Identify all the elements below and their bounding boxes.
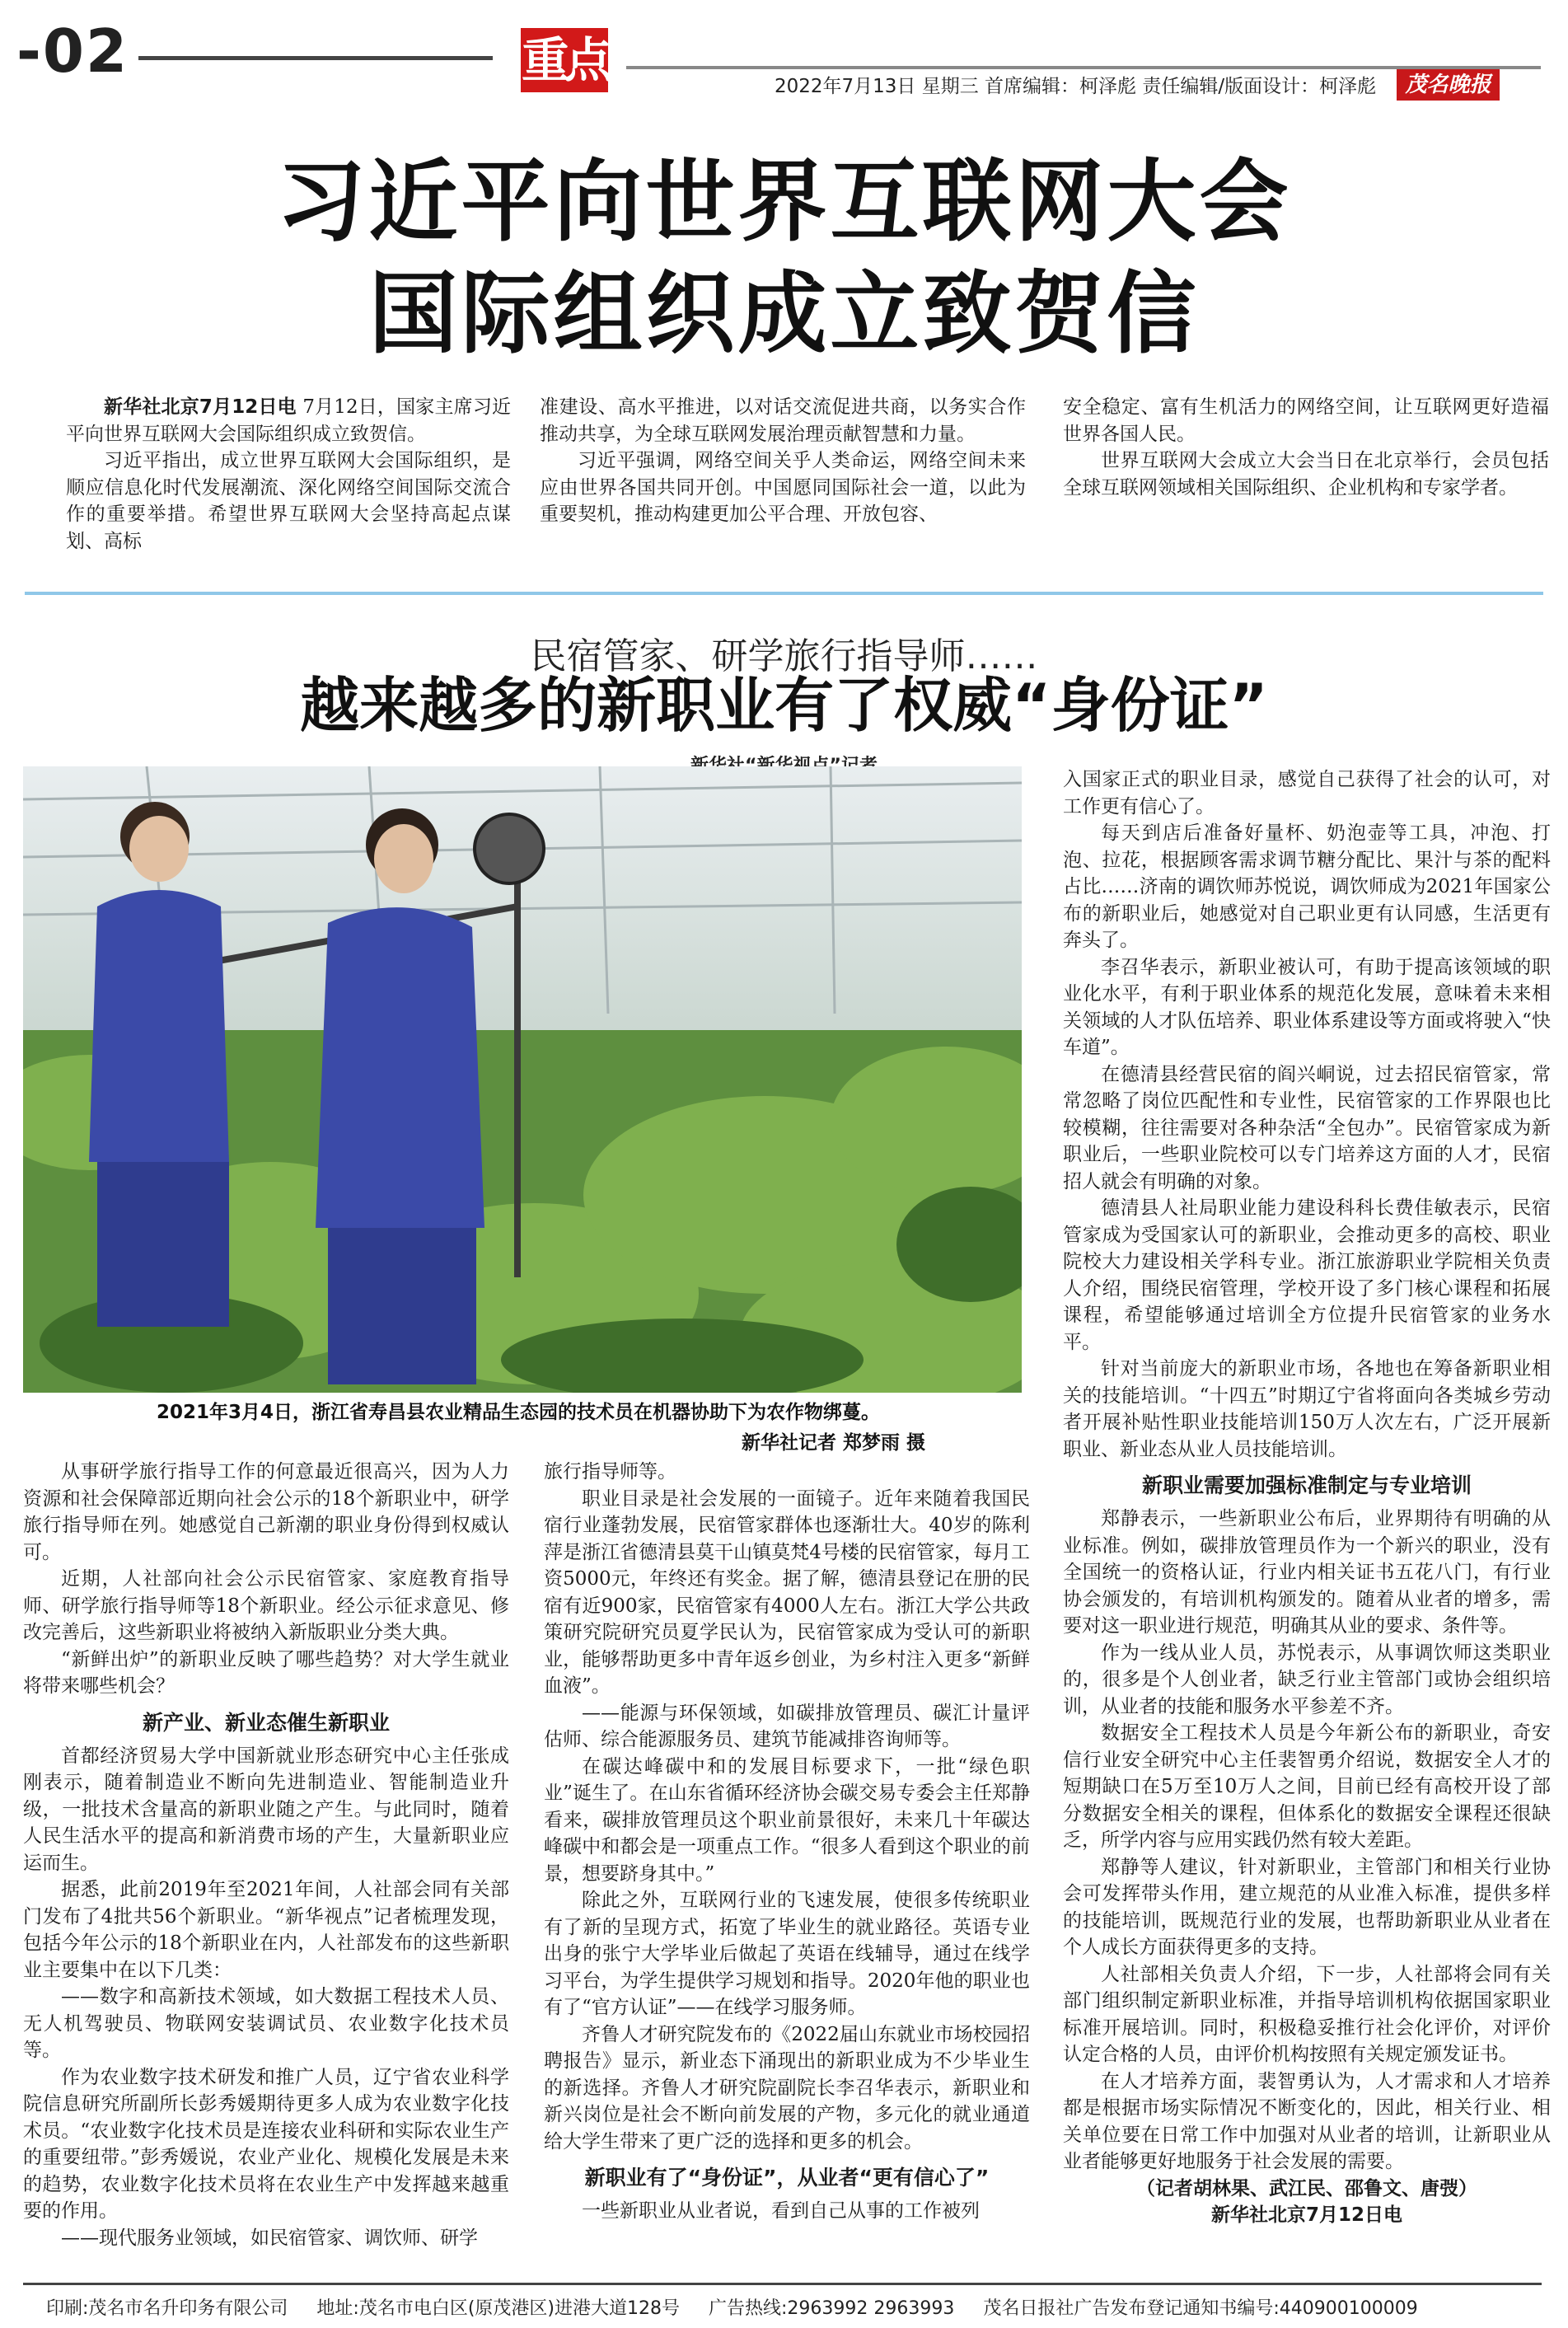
lead-paragraph: 安全稳定、富有生机活力的网络空间，让互联网更好造福世界各国人民。 [1063, 396, 1549, 445]
story-paragraph: 作为农业数字技术研发和推广人员，辽宁省农业科学院信息研究所副所长彭秀媛期待更多人成为农业数字化技术员。“农业数字化技术员是连接农业科研和实际农业生产的重要纽带。”彭秀媛说，农业产业化、规模化发展是未来的趋势，农业数字化技术员将在农业生产中发挥越来越重要的作用。 [23, 2066, 509, 2222]
subhead: 新职业需要加强标准制定与专业培训 [1141, 1473, 1472, 1497]
lead-paragraph: 准建设、高水平推进，以对话交流促进共商，以务实合作推动共享，为全球互联网发展治理贡献智慧和力量。 [540, 396, 1026, 445]
story-paragraph: 针对当前庞大的新职业市场，各地也在筹备新职业相关的技能培训。“十四五”时期辽宁省将面向各类城乡劳动者开展补贴性职业技能培训150万人次左右，广泛开展新职业、新业态从业人员技能培训。 [1063, 1358, 1551, 1460]
story-paragraph: 郑静表示，一些新职业公布后，业界期待有明确的从业标准。例如，碳排放管理员作为一个新兴的职业，没有全国统一的资格认证，行业内相关证书五花八门，有行业协会颁发的，有培训机构颁发的。随着从业者的增多，需要对这一职业进行规范，明确其从业的要求、条件等。 [1063, 1508, 1551, 1637]
story-paragraph: 郑静等人建议，针对新职业，主管部门和相关行业协会可发挥带头作用，建立规范的从业准入标准，提供多样的技能培训，既规范行业的发展，也帮助新职业从业者在个人成长方面获得更多的支持。 [1063, 1856, 1551, 1958]
section-tag: 重点 [521, 28, 608, 92]
paper-logo: 茂名晚报 [1397, 69, 1500, 101]
subhead: 新职业有了“身份证”，从业者“更有信心了” [584, 2166, 990, 2190]
story-paragraph: 一些新职业从业者说，看到自己从事的工作被列 [582, 2200, 980, 2222]
story-paragraph: 李召华表示，新职业被认可，有助于提高该领域的职业化水平，有利于职业体系的规范化发展，意味着未来相关领域的人才队伍培养、职业体系建设等方面或将驶入“快车道”。 [1063, 956, 1551, 1058]
lead-paragraph: 习近平指出，成立世界互联网大会国际组织，是顺应信息化时代发展潮流、深化网络空间国际交流合作的重要举措。希望世界互联网大会坚持高起点谋划、高标 [66, 450, 511, 552]
footer-address: 地址:茂名市电白区(原茂港区)进港大道128号 [316, 2298, 680, 2319]
footer-printer: 印刷:茂名市名升印务有限公司 [46, 2298, 288, 2319]
lead-dateline: 新华社北京7月12日电 [104, 396, 297, 418]
story-paragraph: 从事研学旅行指导工作的何意最近很高兴，因为人力资源和社会保障部近期向社会公示的18个新职业中，研学旅行指导师在列。她感觉自己新潮的职业身份得到权威认可。 [23, 1461, 509, 1563]
lead-headline-line2: 国际组织成立致贺信 [368, 263, 1200, 366]
fan-icon [475, 814, 544, 883]
story-paragraph: 职业目录是社会发展的一面镜子。近年来随着我国民宿行业蓬勃发展，民宿管家群体也逐渐壮大。40岁的陈利萍是浙江省德清县莫干山镇莫梵4号楼的民宿管家，每月工资5000元，年终还有奖金。据了解，德清县登记在册的民宿有近900家，民宿管家有4000人左右。浙江大学公共政策研究院研究员夏学民认为，民宿管家成为受认可的新职业，能够帮助更多中青年返乡创业，为乡村注入更多“新鲜血液”。 [544, 1487, 1030, 1697]
lead-paragraph: 新华社北京7月12日电 7月12日，国家主席习近平向世界互联网大会国际组织成立致贺信。 [66, 396, 512, 445]
story-headline: 越来越多的新职业有了权威“身份证” [300, 671, 1268, 740]
story-kicker: 民宿管家、研学旅行指导师…… [530, 635, 1038, 677]
story-paragraph: 除此之外，互联网行业的飞速发展，使很多传统职业有了新的呈现方式，拓宽了毕业生的就业路径。英语专业出身的张宁大学毕业后做起了英语在线辅导，通过在线学习平台，为学生提供学习规划和指导。2020年他的职业也有了“官方认证”——在线学习服务师。 [544, 1890, 1030, 2018]
story-paragraph: 每天到店后准备好量杯、奶泡壶等工具，冲泡、打泡、拉花，根据顾客需求调节糖分配比、果汁与茶的配料占比……济南的调饮师苏悦说，调饮师成为2021年国家公布的新职业后，她感觉对自己职业更有认同感，生活更有奔头了。 [1063, 822, 1551, 951]
story-paragraph: ——数字和高新技术领域，如大数据工程技术人员、无人机驾驶员、物联网安装调试员、农业数字化技术员等。 [23, 1986, 509, 2061]
story-paragraph: 数据安全工程技术人员是今年新公布的新职业，奇安信行业安全研究中心主任裴智勇介绍说，数据安全人才的短期缺口在5万至10万人之间，目前已经有高校开设了部分数据安全相关的课程，但体系化的数据安全课程还很缺乏，所学内容与应用实践仍然有较大差距。 [1063, 1722, 1551, 1851]
story-paragraph: 人社部相关负责人介绍，下一步，人社部将会同有关部门组织制定新职业标准，并指导培训机构依据国家职业标准开展培训。同时，积极稳妥推行社会化评价，对评价认定合格的人员，由评价机构按照有关规定颁发证书。 [1063, 1963, 1551, 2065]
story-paragraph: “新鲜出炉”的新职业反映了哪些趋势？对大学生就业将带来哪些机会？ [23, 1648, 509, 1697]
greenhouse-photo [23, 766, 1022, 1393]
story-paragraph: 德清县人社局职业能力建设科科长费佳敏表示，民宿管家成为受国家认可的新职业，会推动更多的高校、职业院校大力建设相关学科专业。浙江旅游职业学院相关负责人介绍，围绕民宿管理，学校开设了多门核心课程和拓展课程，希望能够通过培训全方位提升民宿管家的业务水平。 [1063, 1197, 1551, 1353]
header-rule [138, 56, 493, 60]
header-meta: 2022年7月13日 星期三 首席编辑：柯泽彪 责任编辑/版面设计：柯泽彪 [775, 76, 1377, 97]
photo-illustration [23, 766, 1022, 1393]
lead-column-2 [540, 394, 1026, 528]
story-paragraph: 入国家正式的职业目录，感觉自己获得了社会的认可，对工作更有信心了。 [1063, 769, 1551, 817]
photo-credit: 新华社记者 郑梦雨 摄 [742, 1432, 926, 1454]
lead-headline [0, 147, 1568, 371]
story-paragraph: 旅行指导师等。 [544, 1461, 676, 1483]
story-paragraph: ——现代服务业领域，如民宿管家、调饮师、研学 [61, 2227, 478, 2249]
photo-caption: 2021年3月4日，浙江省寿昌县农业精品生态园的技术员在机器协助下为农作物绑蔓。 [157, 1402, 881, 1423]
footer-license: 茂名日报社广告发布登记通知书编号:440900100009 [983, 2298, 1418, 2319]
footer [46, 2294, 1441, 2320]
story-column-3 [1063, 766, 1551, 2228]
lead-headline-line1: 习近平向世界互联网大会 [276, 151, 1292, 254]
story-paragraph: ——能源与环保领域，如碳排放管理员、碳汇计量评估师、综合能源服务员、建筑节能减排咨询师等。 [544, 1702, 1030, 1750]
section-divider [25, 592, 1543, 595]
footer-hotline: 广告热线:2963992 2963993 [709, 2298, 955, 2319]
story-paragraph: 齐鲁人才研究院发布的《2022届山东就业市场校园招聘报告》显示，新业态下涌现出的新职业成为不少毕业生的新选择。齐鲁人才研究院副院长李召华表示，新职业和新兴岗位是社会不断向前发展的产物，多元化的就业通道给大学生带来了更广泛的选择和更多的机会。 [544, 2023, 1030, 2152]
story-paragraph: 在碳达峰碳中和的发展目标要求下，一批“绿色职业”诞生了。在山东省循环经济协会碳交易专委会主任郑静看来，碳排放管理员这个职业前景很好，未来几十年碳达峰碳中和都会是一项重点工作。“很多人看到这个职业的前景，想要跻身其中。” [544, 1755, 1030, 1885]
lead-column-3 [1063, 394, 1549, 501]
footer-rule [23, 2283, 1542, 2285]
subhead: 新产业、新业态催生新职业 [142, 1710, 390, 1735]
story-paragraph: 首都经济贸易大学中国新就业形态研究中心主任张成刚表示，随着制造业不断向先进制造业、智能制造业升级，一批技术含量高的新职业随之产生。与此同时，随着人民生活水平的提高和新消费市场的产生，大量新职业应运而生。 [23, 1745, 509, 1874]
story-signoff-dateline: 新华社北京7月12日电 [1210, 2204, 1402, 2226]
story-paragraph: 在人才培养方面，裴智勇认为，人才需求和人才培养都是根据市场实际情况不断变化的，因此，相关行业、相关单位要在日常工作中加强对从业者的培训，让新职业从业者能够更好地服务于社会发展的需要。 [1063, 2070, 1551, 2172]
lead-paragraph: 习近平强调，网络空间关乎人类命运，网络空间未来应由世界各国共同开创。中国愿同国际社会一道，以此为重要契机，推动构建更加公平合理、开放包容、 [540, 450, 1026, 525]
story-column-2 [544, 1459, 1030, 2225]
story-column-1 [23, 1459, 509, 2251]
story-signoff-reporters: （记者胡林果、武江民、邵鲁文、唐弢） [1136, 2177, 1477, 2199]
lead-paragraph: 世界互联网大会成立大会当日在北京举行，会员包括全球互联网领域相关国际组织、企业机构和专家学者。 [1063, 450, 1549, 499]
story-paragraph: 在德清县经营民宿的阎兴峒说，过去招民宿管家，常常忽略了岗位匹配性和专业性，民宿管家的工作界限也比较模糊，往往需要对各种杂活“全包办”。民宿管家成为新职业后，一些职业院校可以专门培养这方面的人才，民宿招人就会有明确的对象。 [1063, 1063, 1551, 1192]
story-paragraph: 据悉，此前2019年至2021年间，人社部会同有关部门发布了4批共56个新职业。“新华视点”记者梳理发现，包括今年公示的18个新职业在内，人社部发布的这些新职业主要集中在以下几类： [23, 1879, 509, 1981]
page-number: -02 [16, 16, 129, 86]
story-paragraph: 近期，人社部向社会公示民宿管家、家庭教育指导师、研学旅行指导师等18个新职业。经公示征求意见、修改完善后，这些新职业将被纳入新版职业分类大典。 [23, 1568, 509, 1643]
lead-column-1 [66, 394, 511, 555]
story-paragraph: 作为一线从业人员，苏悦表示，从事调饮师这类职业的，很多是个人创业者，缺乏行业主管部门或协会组织培训，从业者的技能和服务水平参差不齐。 [1063, 1642, 1551, 1717]
